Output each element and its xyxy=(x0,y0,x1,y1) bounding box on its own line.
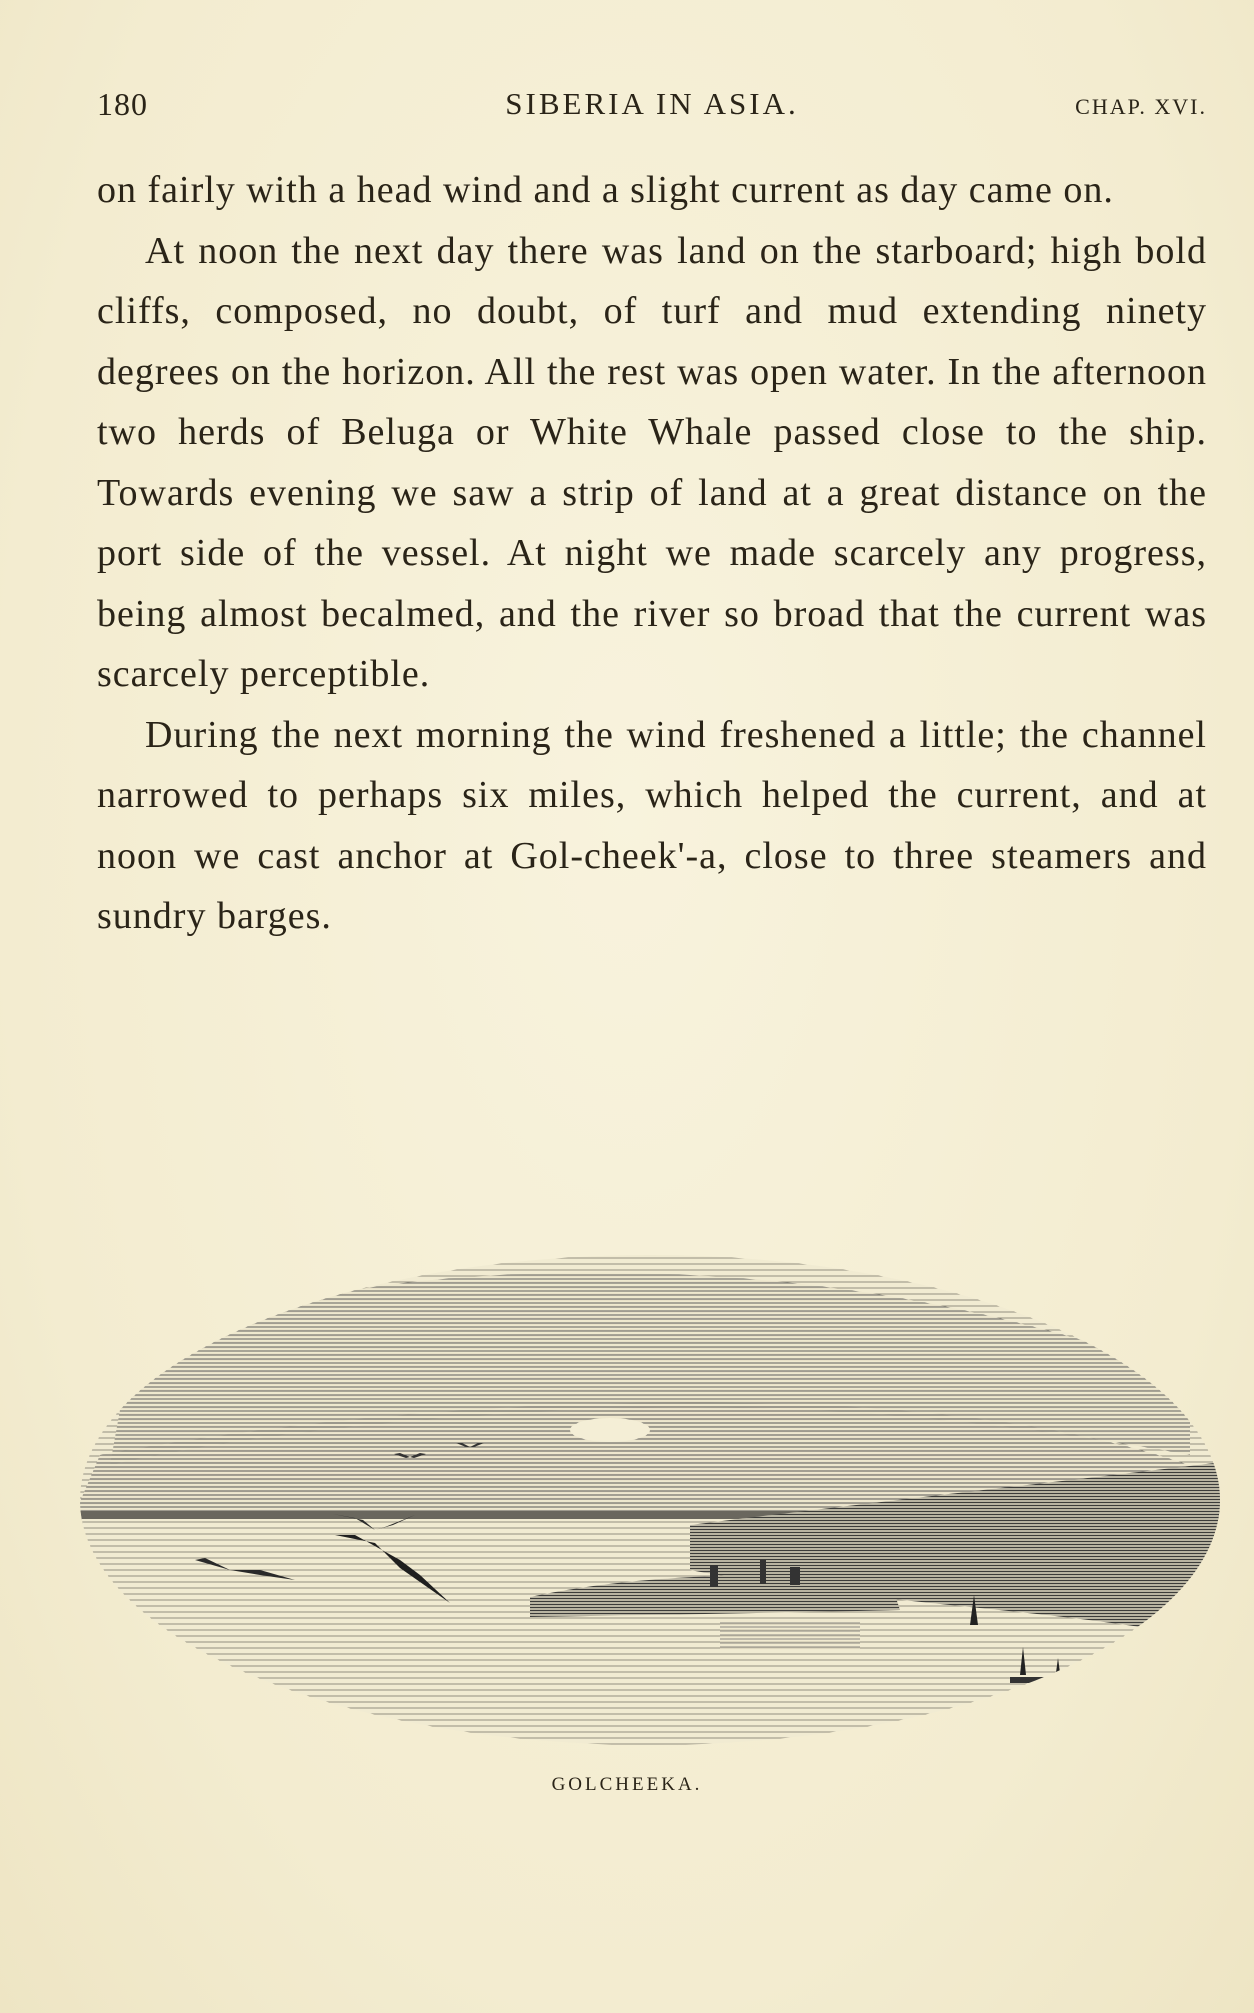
chapter-label: CHAP. XVI. xyxy=(1075,94,1207,119)
illustration-caption: GOLCHEEKA. xyxy=(551,1774,703,1795)
engraving-illustration xyxy=(70,1225,1240,1755)
page-header xyxy=(97,80,1207,130)
paragraph: At noon the next day there was land on the starboard; high bold cliffs, composed, no doubt, of turf and mud extending ninety degrees on the horizon. All the rest was open water. In the afternoon two herds of Beluga or White Whale passed close to the ship. Towards evening we saw a strip of land at a great distance on the port side of the vessel. At night we made scarcely any progress, being almost becalmed, and the river so broad that the current was scarcely perceptible. xyxy=(97,229,1207,695)
body-text xyxy=(97,160,1207,947)
paragraph: During the next morning the wind freshened a little; the channel narrowed to perhaps six miles, which helped the current, and at noon we cast anchor at Gol-cheek'-a, close to three steamers and sundry barges. xyxy=(97,713,1207,937)
paragraph: on fairly with a head wind and a slight current as day came on. xyxy=(97,169,1114,211)
running-title: SIBERIA IN ASIA. xyxy=(505,86,799,121)
page-number: 180 xyxy=(97,86,148,122)
